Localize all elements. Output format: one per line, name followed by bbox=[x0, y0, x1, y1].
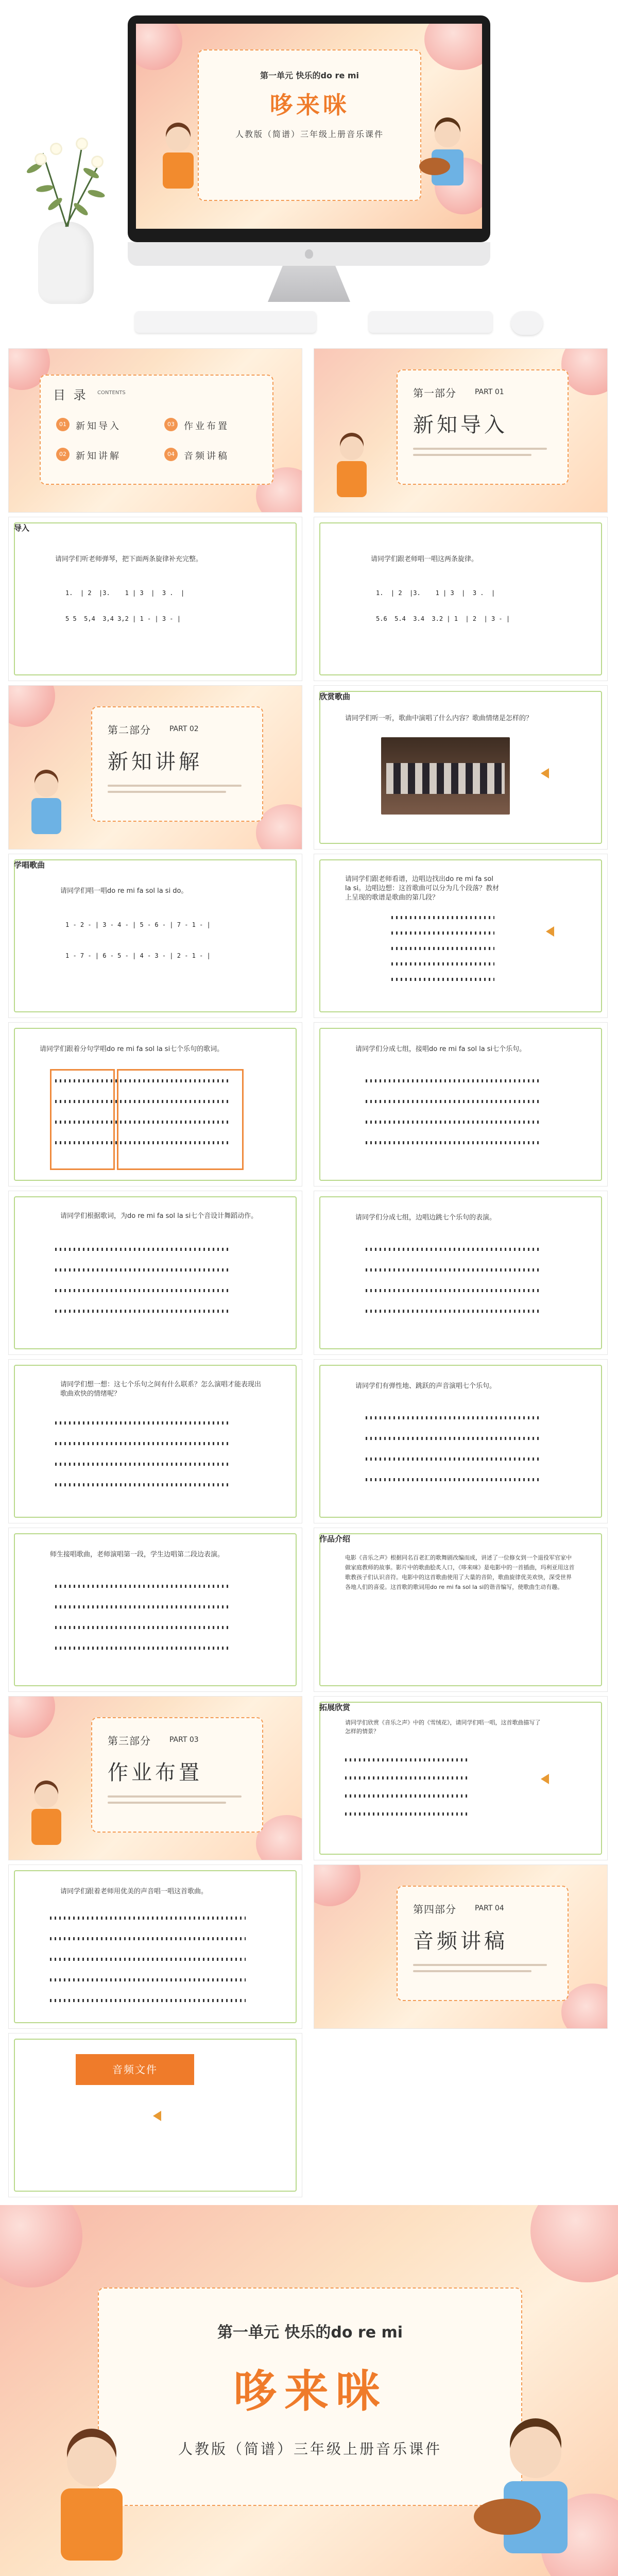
learn-line-2: 1 - 7 - | 6 - 5 - | 4 - 3 - | 2 - 1 - | bbox=[65, 952, 211, 959]
kids-illustration bbox=[14, 768, 86, 845]
toc-num-3: 03 bbox=[164, 418, 178, 431]
slide-group-dance bbox=[314, 1191, 608, 1355]
toc-item-2[interactable]: 新知讲解 bbox=[76, 451, 121, 462]
final-title: 哆来咪 bbox=[233, 2366, 387, 2417]
speaker-icon[interactable] bbox=[541, 768, 549, 778]
slide-audio bbox=[8, 2033, 302, 2197]
apple-logo-icon bbox=[305, 249, 313, 259]
toc-title-en: CONTENTS bbox=[97, 390, 126, 396]
slide-intro-2 bbox=[314, 517, 608, 681]
s12-text: 请同学们分成七组，边唱边跳七个乐句的表演。 bbox=[355, 1214, 496, 1222]
work-body: 电影《音乐之声》根据同名百老汇的歌舞剧改编而成，讲述了一位修女到一个退役军官家中做家庭教师的故事。影片中的歌曲脍炙人口，《哆来咪》是电影中的一首插曲，玛利亚用这首歌教孩子们认识音符。电影中的这首歌曲使用了大量的音阶，歌曲旋律优美欢快，深受世界各地人们的喜爱。这首歌的歌词用do re mi fa sol la si的谐音编写，使歌曲生动有趣。 bbox=[345, 1554, 575, 1590]
slide-toc bbox=[8, 348, 302, 513]
slide-dance-design bbox=[8, 1191, 302, 1355]
intro2-line-1: 1. | 2 |3. 1 | 3 | 3 . | bbox=[376, 589, 495, 597]
intro-line-2: 5 5 5,4 3,4 3,2 | 1 - | 3 - | bbox=[65, 615, 181, 622]
audio-file-button[interactable]: 音频文件 bbox=[76, 2054, 194, 2085]
learn-header: 学唱歌曲 bbox=[14, 860, 45, 870]
score-box-1 bbox=[50, 1069, 115, 1170]
slide-think bbox=[8, 1359, 302, 1523]
learn-text: 请同学们唱一唱do re mi fa sol la si do。 bbox=[60, 887, 188, 895]
appreciate-text: 请同学们听一听，歌曲中演唱了什么内容？歌曲情绪是怎样的？ bbox=[345, 715, 533, 722]
slide-group-sing bbox=[314, 1022, 608, 1187]
part2-label: 第二部分 bbox=[108, 724, 151, 736]
slide-homework bbox=[8, 1865, 302, 2029]
kid-girl-illustration bbox=[157, 127, 198, 214]
cover-unit-text: 第一单元 快乐的do re mi bbox=[260, 71, 359, 80]
intro2-line-2: 5.6 5.4 3.4 3.2 | 1 | 2 | 3 - | bbox=[376, 615, 510, 622]
toc-title: 目 录 bbox=[53, 388, 88, 402]
kids-illustration bbox=[319, 431, 391, 509]
toc-item-3[interactable]: 作业布置 bbox=[184, 421, 229, 432]
slide-perform bbox=[8, 1528, 302, 1692]
part4-label: 第四部分 bbox=[413, 1903, 456, 1916]
slide-work-intro bbox=[314, 1528, 608, 1692]
cover-title: 哆来咪 bbox=[269, 91, 350, 119]
extend-header: 拓展欣赏 bbox=[319, 1703, 351, 1712]
extend-text: 请同学们欣赏《音乐之声》中的《雪绒花》，请同学们唱一唱，这首歌曲描写了怎样的情景？ bbox=[345, 1719, 541, 1735]
monitor-chin bbox=[128, 242, 490, 266]
s14-text: 请同学们有弹性地、跳跃的声音演唱七个乐句。 bbox=[355, 1382, 496, 1390]
kid-boy-illustration bbox=[424, 122, 471, 209]
part4-en: PART 04 bbox=[475, 1904, 504, 1912]
work-header: 作品介绍 bbox=[319, 1534, 351, 1544]
part1-title: 新知导入 bbox=[413, 413, 508, 437]
slide-part-01 bbox=[314, 348, 608, 513]
kid-girl-illustration bbox=[46, 2437, 134, 2576]
monitor-stand bbox=[268, 266, 350, 302]
appreciate-header: 欣赏歌曲 bbox=[319, 692, 351, 701]
slide-part-02 bbox=[8, 685, 302, 850]
intro2-text: 请同学们跟老师唱一唱这两条旋律。 bbox=[371, 555, 478, 563]
s9-text: 请同学们跟着分句学唱do re mi fa sol la si七个乐句的歌词。 bbox=[40, 1045, 224, 1053]
mouse bbox=[511, 311, 543, 335]
part1-en: PART 01 bbox=[475, 388, 504, 396]
slide-elastic-sing bbox=[314, 1359, 608, 1523]
speaker-icon[interactable] bbox=[541, 1774, 549, 1784]
slide-part-03 bbox=[8, 1696, 302, 1860]
slide-sentence-learn bbox=[8, 1022, 302, 1187]
speaker-icon[interactable] bbox=[546, 926, 554, 937]
learn-line-1: 1 - 2 - | 3 - 4 - | 5 - 6 - | 7 - 1 - | bbox=[65, 921, 211, 928]
intro-line-1: 1. | 2 |3. 1 | 3 | 3 . | bbox=[65, 589, 185, 597]
part1-label: 第一部分 bbox=[413, 387, 456, 399]
s19-text: 请同学们跟着老师用优美的声音唱一唱这首歌曲。 bbox=[60, 1888, 208, 1895]
speaker-icon[interactable] bbox=[153, 2111, 161, 2121]
part4-title: 音频讲稿 bbox=[413, 1929, 508, 1953]
final-unit-text: 第一单元 快乐的do re mi bbox=[217, 2324, 403, 2342]
monitor-screen bbox=[136, 24, 482, 229]
slide-learn bbox=[8, 854, 302, 1018]
score-box-2 bbox=[117, 1069, 244, 1170]
hero-mockup bbox=[0, 0, 618, 345]
part2-title: 新知讲解 bbox=[108, 750, 202, 774]
kid-boy-illustration bbox=[484, 2427, 587, 2576]
part2-en: PART 02 bbox=[169, 725, 199, 733]
slide-intro bbox=[8, 517, 302, 681]
slide-extend bbox=[314, 1696, 608, 1860]
s15-text: 师生接唱歌曲，老师演唱第一段，学生边唱第二段边表演。 bbox=[50, 1551, 225, 1558]
kids-illustration bbox=[14, 1779, 86, 1856]
part3-title: 作业布置 bbox=[108, 1761, 202, 1785]
toc-num-1: 01 bbox=[56, 418, 70, 431]
toc-item-1[interactable]: 新知导入 bbox=[76, 421, 121, 432]
intro-text: 请同学们听老师弹琴，把下面两条旋律补充完整。 bbox=[55, 555, 203, 563]
cover-subtitle: 人教版（简谱）三年级上册音乐课件 bbox=[235, 129, 384, 139]
keyboard bbox=[135, 311, 316, 333]
learn2-text: 请同学们跟老师看谱，边唱边找出do re mi fa sol la si。边唱边想：这首歌曲可以分为几个段落？教材上呈现的歌谱是歌曲的第几段？ bbox=[345, 875, 500, 902]
slide-part-04 bbox=[314, 1865, 608, 2029]
toc-num-4: 04 bbox=[164, 448, 178, 461]
slide-appreciate bbox=[314, 685, 608, 850]
choir-photo bbox=[381, 737, 510, 815]
slide-learn-2 bbox=[314, 854, 608, 1018]
s11-text: 请同学们根据歌词，为do re mi fa sol la si七个音设计舞蹈动作。 bbox=[60, 1212, 258, 1220]
s13-text: 请同学们想一想：这七个乐句之间有什么联系？怎么演唱才能表现出歌曲欢快的情绪呢？ bbox=[60, 1381, 262, 1398]
toc-num-2: 02 bbox=[56, 448, 70, 461]
vase-decoration bbox=[38, 222, 94, 304]
final-subtitle: 人教版（简谱）三年级上册音乐课件 bbox=[178, 2441, 442, 2458]
part3-en: PART 03 bbox=[169, 1736, 199, 1744]
plant-decoration bbox=[15, 129, 118, 232]
toc-item-4[interactable]: 音频讲稿 bbox=[184, 451, 229, 462]
trackpad bbox=[369, 311, 492, 333]
final-cover bbox=[0, 2205, 618, 2576]
s10-text: 请同学们分成七组，接唱do re mi fa sol la si七个乐句。 bbox=[355, 1045, 526, 1053]
intro-header: 导入 bbox=[14, 523, 30, 533]
part3-label: 第三部分 bbox=[108, 1735, 151, 1747]
